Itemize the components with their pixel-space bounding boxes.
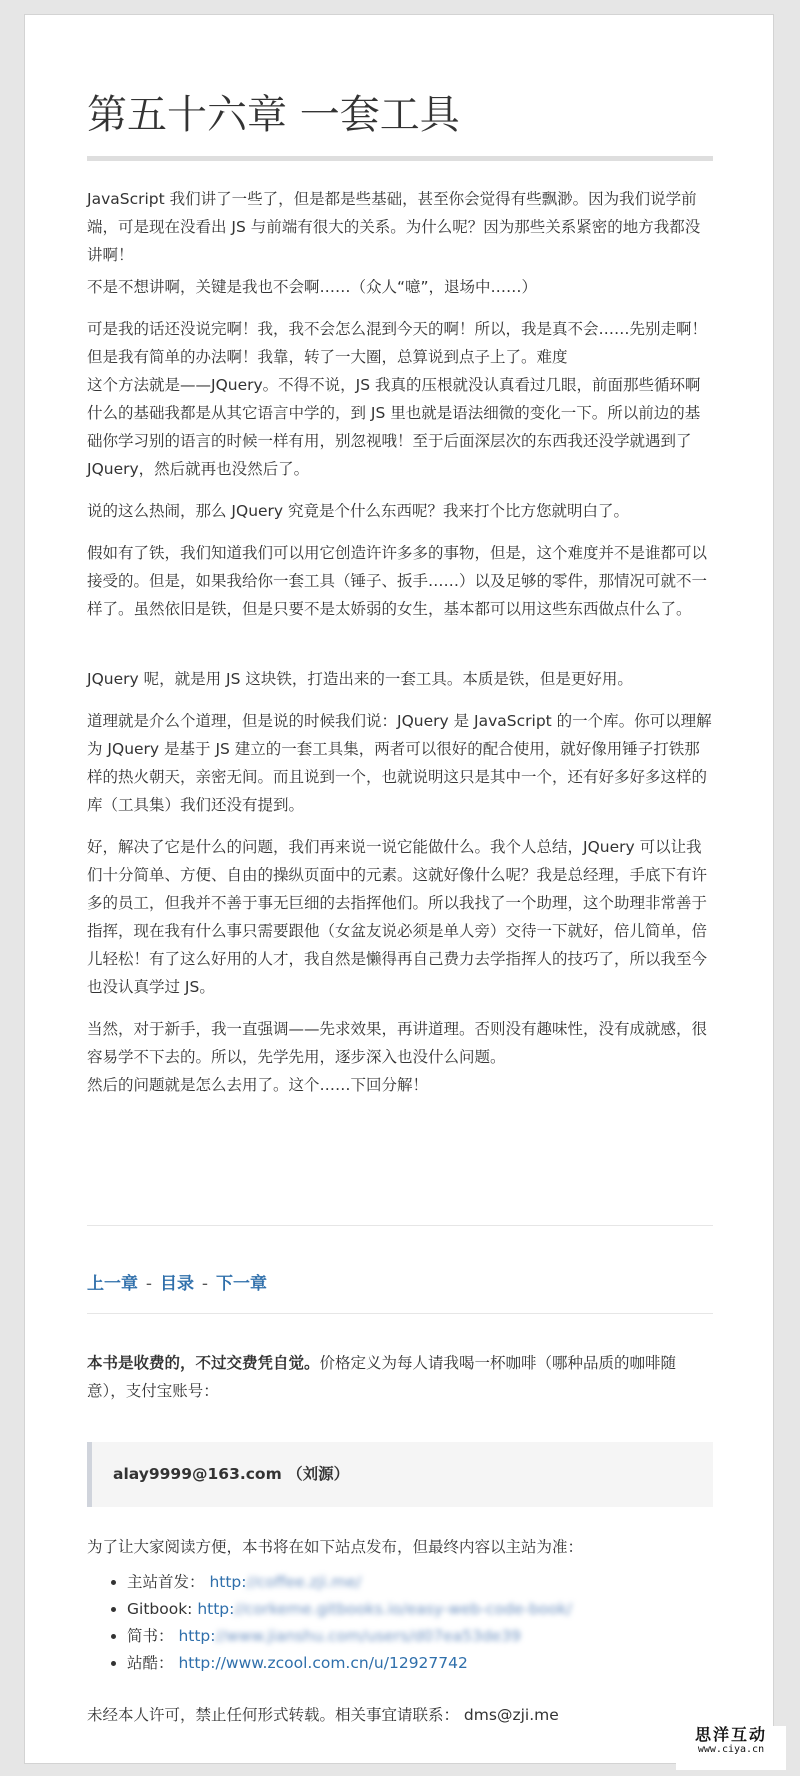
site-link[interactable]: http://coffee.zji.me/ <box>209 1573 362 1591</box>
site-link[interactable]: http://www.jianshu.com/users/d07ea53de39 <box>178 1627 521 1645</box>
list-item <box>127 1650 713 1677</box>
divider-top <box>87 1225 713 1226</box>
paragraph-7: JQuery 呢，就是用 JS 这块铁，打造出来的一套工具。本质是铁，但是更好用。 <box>87 670 633 688</box>
watermark-logo <box>676 1726 786 1770</box>
paragraph-11: 然后的问题就是怎么去用了。这个……下回分解！ <box>87 1076 429 1094</box>
copyright-note: 未经本人许可，禁止任何形式转载。相关事宜请联系： dms@zji.me <box>87 1706 559 1724</box>
chapter-title: 第五十六章 一套工具 <box>87 92 460 138</box>
list-item <box>127 1569 713 1596</box>
site-label: Gitbook: <box>127 1600 198 1618</box>
site-label: 主站首发： <box>127 1573 205 1591</box>
site-list <box>87 1569 713 1677</box>
site-link[interactable]: http://corkeme.gitbooks.io/easy-web-code-book/ <box>197 1600 572 1618</box>
paragraph-1: JavaScript 我们讲了一些了，但是都是些基础，甚至你会觉得有些飘渺。因为我们说学前端，可是现在没看出 JS 与前端有很大的关系。为什么呢？因为那些关系紧密的地方我都没讲啊！ <box>87 190 701 264</box>
paragraph-10: 当然，对于新手，我一直强调——先求效果，再讲道理。否则没有趣味性，没有成就感，很容易学不下去的。所以，先学先用，逐步深入也没什么问题。 <box>87 1020 708 1066</box>
nav-separator: - <box>201 1274 209 1294</box>
paragraph-6: 假如有了铁，我们知道我们可以用它创造许许多多的事物，但是，这个难度并不是谁都可以接受的。但是，如果我给你一套工具（锤子、扳手……）以及足够的零件，那情况可就不一样了。虽然依旧是铁，但是只要不是太娇弱的女生，基本都可以用这些东西做点什么了。 <box>87 544 708 618</box>
paragraph-3: 可是我的话还没说完啊！我，我不会怎么混到今天的啊！所以，我是真不会……先别走啊！但是我有简单的办法啊！我靠，转了一大圈，总算说到点子上了。难度 <box>87 320 708 366</box>
chapter-nav <box>87 1269 267 1294</box>
paragraph-8: 道理就是介么个道理，但是说的时候我们说：JQuery 是 JavaScript 的一个库。你可以理解为 JQuery 是基于 JS 建立的一套工具集，两者可以很好的配合使用，就好像用锤子打铁那样的热火朝天，亲密无间。而且说到一个，也就说明这只是其中一个，还有好多好多这样的库（工具集）我们还没有提到。 <box>87 712 712 814</box>
site-link[interactable]: http://www.zcool.com.cn/u/12927742 <box>178 1654 468 1672</box>
title-divider <box>87 156 713 161</box>
list-item <box>127 1623 713 1650</box>
payment-text: 价格定义为每人请我喝一杯咖啡（哪种品质的咖啡随意），支付宝账号： <box>87 1354 677 1400</box>
toc-link[interactable]: 目录 <box>159 1274 194 1294</box>
site-label: 站酷： <box>127 1654 174 1672</box>
divider-bottom <box>87 1313 713 1314</box>
article-card <box>24 14 774 1764</box>
account-blockquote <box>87 1442 713 1507</box>
paragraph-9: 好，解决了它是什么的问题，我们再来说一说它能做什么。我个人总结，JQuery 可以让我们十分简单、方便、自由的操纵页面中的元素。这就好像什么呢？我是总经理，手底下有许多的员工，但我并不善于事无巨细的去指挥他们。所以我找了一个助理，这个助理非常善于指挥，现在我有什么事只需要跟他（女盆友说必须是单人旁）交待一下就好，倍儿简单，倍儿轻松！有了这么好用的人才，我自然是懒得再自己费力去学指挥人的技巧了，所以我至今也没认真学过 JS。 <box>87 838 708 996</box>
list-item <box>127 1596 713 1623</box>
paragraph-5: 说的这么热闹，那么 JQuery 究竟是个什么东西呢？我来打个比方您就明白了。 <box>87 502 630 520</box>
next-chapter-link[interactable]: 下一章 <box>215 1274 267 1294</box>
payment-note <box>87 1349 713 1405</box>
watermark-en: www.ciya.cn <box>697 1744 765 1756</box>
watermark-cn: 思洋互动 <box>694 1725 767 1744</box>
paragraph-2: 不是不想讲啊，关键是我也不会啊……（众人“噫”，退场中……） <box>87 278 538 296</box>
nav-separator: - <box>145 1274 153 1294</box>
site-label: 简书： <box>127 1627 174 1645</box>
prev-chapter-link[interactable]: 上一章 <box>87 1274 138 1294</box>
alipay-account: alay9999@163.com （刘源） <box>113 1465 350 1483</box>
paragraph-4: 这个方法就是——JQuery。不得不说，JS 我真的压根就没认真看过几眼，前面那些循环啊什么的基础我都是从其它语言中学的，到 JS 里也就是语法细微的变化一下。所以前边的基础你学习别的语言的时候一样有用，别忽视哦！至于后面深层次的东西我还没学就遇到了 JQuery，然后就再也没然后了。 <box>87 376 701 478</box>
sites-intro: 为了让大家阅读方便，本书将在如下站点发布，但最终内容以主站为准： <box>87 1538 584 1556</box>
payment-bold: 本书是收费的，不过交费凭自觉。 <box>87 1354 320 1372</box>
